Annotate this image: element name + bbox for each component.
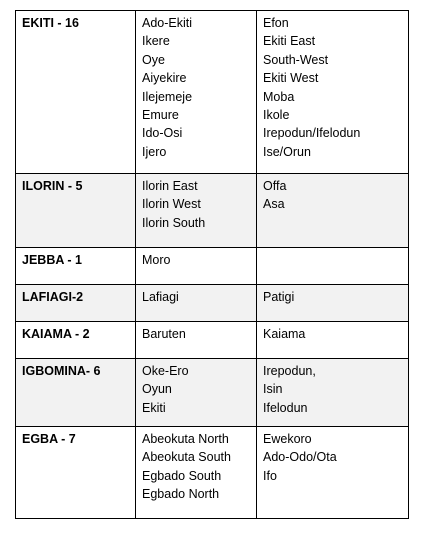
table-row bbox=[16, 285, 409, 322]
lga-name: Ilorin East bbox=[142, 179, 198, 193]
table-row bbox=[16, 322, 409, 359]
lga-name: Ekiti bbox=[142, 400, 166, 415]
lga-list-cell-2 bbox=[257, 285, 409, 322]
lga-list-cell-1 bbox=[136, 359, 257, 427]
lga-name: Moba bbox=[263, 89, 295, 104]
lga-list-cell-1 bbox=[136, 285, 257, 322]
lga-name: Ikole bbox=[263, 108, 290, 123]
lga-list-cell-1 bbox=[136, 322, 257, 359]
region-cell: EGBA - 7 bbox=[16, 427, 136, 519]
lga-list-cell-1 bbox=[136, 174, 257, 248]
region-cell: ILORIN - 5 bbox=[16, 174, 136, 248]
lga-name: Ado-Ekiti bbox=[142, 16, 193, 30]
lga-table-body bbox=[16, 11, 409, 519]
lga-name: Ewekoro bbox=[263, 432, 312, 446]
lga-name: Abeokuta North bbox=[142, 432, 229, 446]
lga-name: Ilorin West bbox=[142, 197, 201, 212]
lga-list-cell-1 bbox=[136, 427, 257, 519]
table-row bbox=[16, 359, 409, 427]
lga-name: Egbado South bbox=[142, 468, 222, 483]
lga-name: Baruten bbox=[142, 327, 186, 341]
lga-name: Patigi bbox=[263, 290, 295, 304]
lga-name: Ekiti East bbox=[263, 34, 316, 49]
lga-list-cell-2 bbox=[257, 427, 409, 519]
lga-name: Ilorin South bbox=[142, 215, 206, 230]
lga-name: Ilejemeje bbox=[142, 89, 193, 104]
lga-name: Egbado North bbox=[142, 487, 220, 502]
lga-list-cell-2 bbox=[257, 248, 409, 285]
lga-list-cell-2 bbox=[257, 359, 409, 427]
lga-name: Ado-Odo/Ota bbox=[263, 450, 337, 465]
table-row bbox=[16, 11, 409, 174]
lga-name: Kaiama bbox=[263, 327, 306, 341]
lga-list-cell-2 bbox=[257, 174, 409, 248]
lga-name: Aiyekire bbox=[142, 71, 187, 86]
lga-name: Irepodun/Ifelodun bbox=[263, 126, 361, 141]
lga-table bbox=[15, 10, 409, 519]
region-cell: EKITI - 16 bbox=[16, 11, 136, 174]
lga-name: Efon bbox=[263, 16, 289, 30]
lga-list-cell-2 bbox=[257, 11, 409, 174]
lga-list-cell-2 bbox=[257, 322, 409, 359]
lga-list-cell-1 bbox=[136, 248, 257, 285]
lga-name: Oke-Ero bbox=[142, 364, 189, 378]
lga-list-cell-1 bbox=[136, 11, 257, 174]
lga-name: Oye bbox=[142, 52, 165, 67]
lga-name: Isin bbox=[263, 382, 283, 397]
region-cell: IGBOMINA- 6 bbox=[16, 359, 136, 427]
lga-name: Ifo bbox=[263, 468, 277, 483]
lga-name: Ekiti West bbox=[263, 71, 319, 86]
lga-name: Offa bbox=[263, 179, 287, 193]
lga-name: Oyun bbox=[142, 382, 172, 397]
lga-name: Lafiagi bbox=[142, 290, 179, 304]
region-cell: KAIAMA - 2 bbox=[16, 322, 136, 359]
region-cell: LAFIAGI-2 bbox=[16, 285, 136, 322]
lga-name: Ise/Orun bbox=[263, 144, 311, 159]
lga-name: Irepodun, bbox=[263, 364, 316, 378]
lga-name: Asa bbox=[263, 197, 285, 212]
lga-name: Ifelodun bbox=[263, 400, 308, 415]
table-row bbox=[16, 174, 409, 248]
table-row bbox=[16, 248, 409, 285]
table-row bbox=[16, 427, 409, 519]
lga-name: South-West bbox=[263, 52, 329, 67]
lga-name: Ido-Osi bbox=[142, 126, 183, 141]
lga-name: Ijero bbox=[142, 144, 167, 159]
region-cell: JEBBA - 1 bbox=[16, 248, 136, 285]
lga-name: Moro bbox=[142, 253, 171, 267]
lga-name: Emure bbox=[142, 108, 179, 123]
lga-name: Abeokuta South bbox=[142, 450, 231, 465]
lga-name: Ikere bbox=[142, 34, 170, 49]
